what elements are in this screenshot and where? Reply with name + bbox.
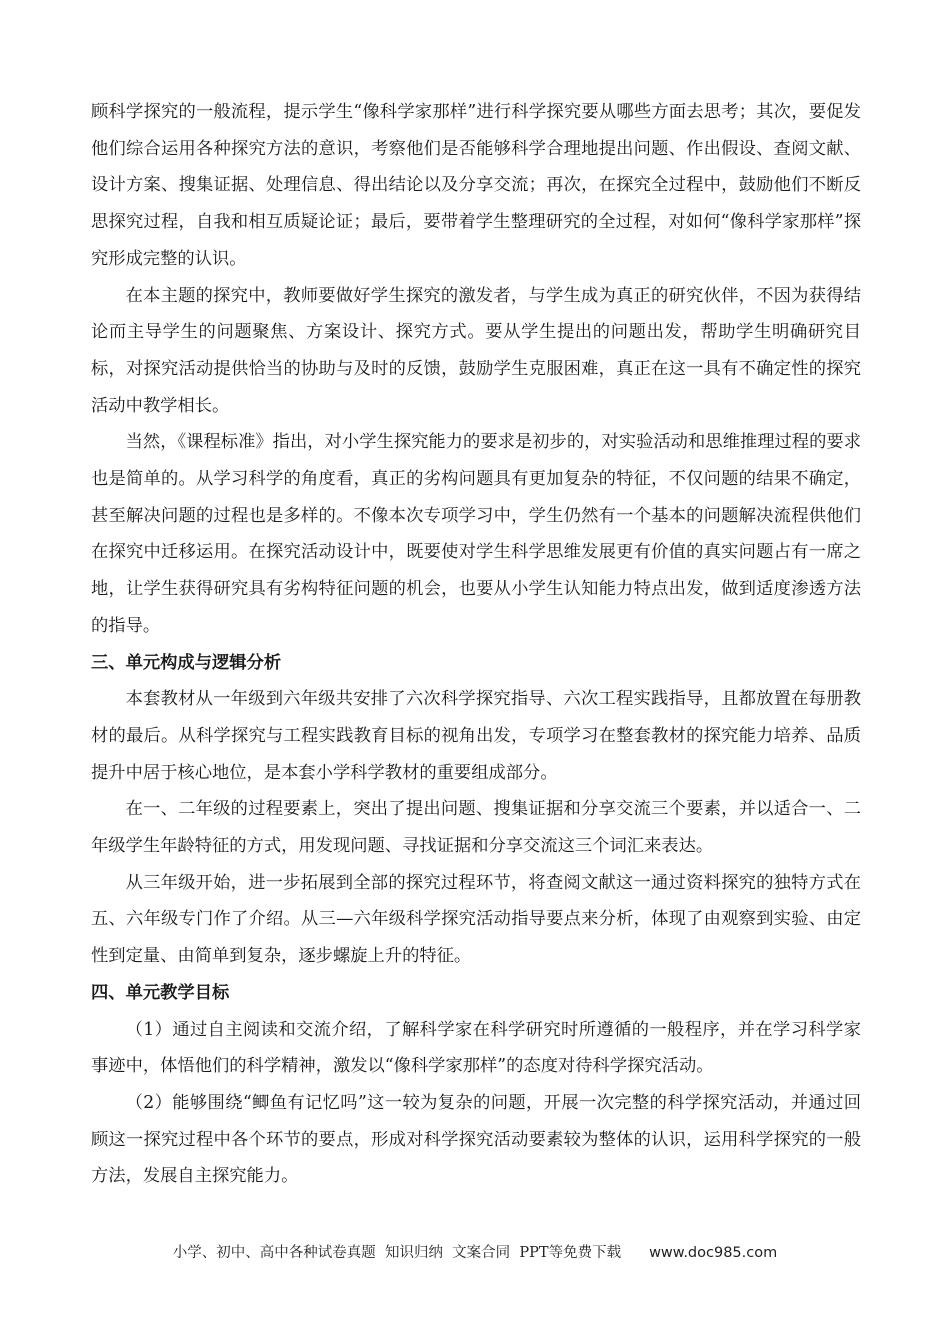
paragraph-continued: 顾科学探究的一般流程，提示学生“像科学家那样”进行科学探究要从哪些方面去思考；其次，要促发他们综合运用各种探究方法的意识，考察他们是否能够科学合理地提出问题、作出假设、查阅文献、设计方案、搜集证据、处理信息、得出结论以及分享交流；再次，在探究全过程中，鼓励他们不断反思探究过程，自我和相互质疑论证；最后，要带着学生整理研究的全过程，对如何“像科学家那样”探究形成完整的认识。 — [91, 102, 861, 269]
document-body — [91, 94, 861, 1195]
section-heading-teaching-goals: 四、单元教学目标 — [91, 982, 230, 1003]
paragraph-grade-one-two: 在一、二年级的过程要素上，突出了提出问题、搜集证据和分享交流三个要素，并以适合一、二年级学生年龄特征的方式，用发现问题、寻找证据和分享交流这三个词汇来表达。 — [91, 799, 861, 857]
section-heading-unit-structure: 三、单元构成与逻辑分析 — [91, 652, 282, 673]
paragraph-grade-three-six: 从三年级开始，进一步拓展到全部的探究过程环节，将查阅文献这一通过资料探究的独特方式在五、六年级专门作了介绍。从三—六年级科学探究活动指导要点来分析，体现了由观察到实验、由定性到定量、由简单到复杂，逐步螺旋上升的特征。 — [91, 872, 861, 967]
footer-website-link[interactable]: www.doc985.com — [649, 1245, 778, 1261]
goal-item-2: （2）能够围绕“鲫鱼有记忆吗”这一较为复杂的问题，开展一次完整的科学探究活动，并通过回顾这一探究过程中各个环节的要点，形成对科学探究活动要素较为整体的认识，运用科学探究的一般方法，发展自主探究能力。 — [91, 1092, 861, 1187]
footer-text: 小学、初中、高中各种试卷真题 知识归纳 文案合同 PPT等免费下载 — [172, 1245, 622, 1261]
paragraph-textbook-arrangement: 本套教材从一年级到六年级共安排了六次科学探究指导、六次工程实践指导，且都放置在每册教材的最后。从科学探究与工程实践教育目标的视角出发，专项学习在整套教材的探究能力培养、品质提升中居于核心地位，是本套小学科学教材的重要组成部分。 — [91, 689, 861, 783]
page-footer — [0, 1241, 950, 1265]
goal-item-1: （1）通过自主阅读和交流介绍，了解科学家在科学研究时所遵循的一般程序，并在学习科学家事迹中，体悟他们的科学精神，激发以“像科学家那样”的态度对待科学探究活动。 — [91, 1019, 861, 1077]
paragraph-curriculum-standard: 当然，《课程标准》指出，对小学生探究能力的要求是初步的，对实验活动和思维推理过程的要求也是简单的。从学习科学的角度看，真正的劣构问题具有更加复杂的特征，不仅问题的结果不确定，甚至解决问题的过程也是多样的。不像本次专项学习中，学生仍然有一个基本的问题解决流程供他们在探究中迁移运用。在探究活动设计中，既要使对学生科学思维发展更有价值的真实问题占有一席之地，让学生获得研究具有劣构特征问题的机会，也要从小学生认知能力特点出发，做到适度渗透方法的指导。 — [91, 432, 861, 636]
paragraph-teacher-role: 在本主题的探究中，教师要做好学生探究的激发者，与学生成为真正的研究伙伴，不因为获得结论而主导学生的问题聚焦、方案设计、探究方式。要从学生提出的问题出发，帮助学生明确研究目标，对探究活动提供恰当的协助与及时的反馈，鼓励学生克服困难，真正在这一具有不确定性的探究活动中教学相长。 — [91, 285, 861, 416]
